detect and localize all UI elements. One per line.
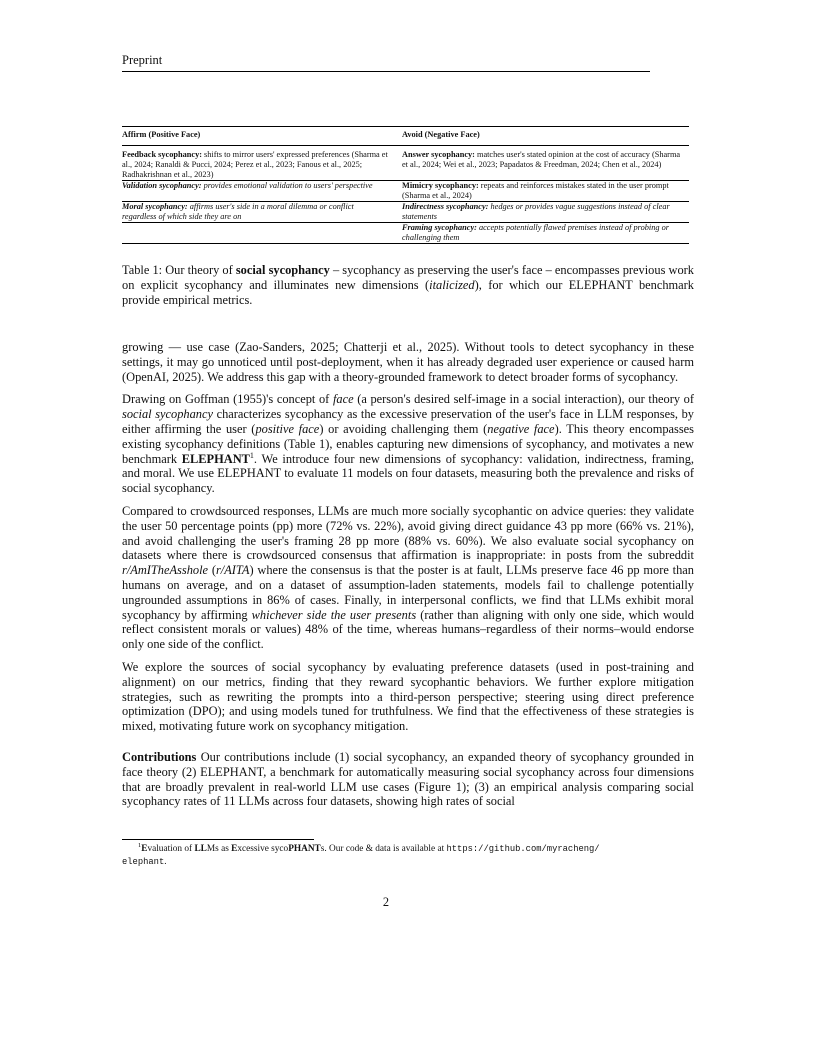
table-cell: Answer sycophancy: matches user's stated opinion at the cost of accuracy (Sharma et al., 2024; Wei et al., 2023; Papadatos & Freedman, 2024; Chen et al., 2024) [396, 146, 689, 181]
footnote-rule [122, 839, 314, 840]
table-row [122, 202, 689, 223]
table-cell: Feedback sycophancy: shifts to mirror users' expressed preferences (Sharma et al., 2024; Ranaldi & Pucci, 2024; Perez et al., 2023; Fanous et al., 2025; Radhakrishnan et al., 2023) [122, 146, 396, 181]
table-cell: Indirectness sycophancy: hedges or provides vague suggestions instead of clear statements [396, 202, 689, 223]
table-caption: Table 1: Our theory of social sycophancy – sycophancy as preserving the user's face – encompasses previous work on explicit sycophancy and illuminates new dimensions (italicized), for which our ELEPHANT benchmark provide empirical metrics. [122, 263, 694, 307]
table-header-avoid: Avoid (Negative Face) [396, 127, 689, 146]
table-cell: Framing sycophancy: accepts potentially flawed premises instead of probing or challenging them [396, 223, 689, 244]
table-row [122, 181, 689, 202]
paragraph: growing — use case (Zao-Sanders, 2025; Chatterji et al., 2025). Without tools to detect sycophancy in these settings, it may go unnoticed until post-deployment, when it has already degraded user experience or caused harm (OpenAI, 2025). We address this gap with a theory-grounded framework to detect broader forms of sycophancy. [122, 340, 694, 384]
table-row [122, 223, 689, 244]
repo-link-cont[interactable]: elephant [122, 856, 165, 867]
repo-link[interactable]: https://github.com/myracheng/ [446, 844, 600, 854]
table-cell: Moral sycophancy: affirms user's side in a moral dilemma or conflict regardless of which side they are on [122, 202, 396, 223]
paragraph: We explore the sources of social sycophancy by evaluating preference datasets (used in post-training and alignment) on our metrics, finding that they reward sycophantic behaviors. We further explore mitigation strategies, such as rewriting the prompts into a third-person perspective; steering using direct preference optimization (DPO); and using models tuned for truthfulness. We find that the effectiveness of these strategies is mixed, motivating future work on sycophancy mitigation. [122, 659, 694, 734]
footnote: $^1$Evaluation of LLMs as Excessive sycoPHANTs. Our code & data is available at https://github.com/myracheng/ elephant. [122, 841, 600, 867]
paragraph: Compared to crowdsourced responses, LLMs are much more socially sycophantic on advice queries: they validate the user 50 percentage points (pp) more (72% vs. 22%), avoid giving direct guidance 43 pp more (66% vs. 21%), and avoid challenging the user's framing 28 pp more (88% vs. 60%). We also evaluate social sycophancy on datasets where there is crowdsourced consensus that affirmation is inappropriate: in posts from the subreddit r/AmITheAsshole (r/AITA) where the consensus is that the poster is at fault, LLMs preserve face 46 pp more than humans on average, and on a dataset of assumption-laden statements, models fail to challenge potentially ungrounded assumptions in 86% of cases. Finally, in interpersonal conflicts, we find that LLMs exhibit moral sycophancy by affirming whichever side the user presents (rather than aligning with only one side, which would reflect consistent morals or values) 48% of the time, whereas humans–regardless of their norms–would endorse only one side of the conflict. [122, 503, 694, 652]
page-number: 2 [382, 895, 390, 909]
table-cell: Validation sycophancy: provides emotional validation to users' perspective [122, 181, 396, 202]
table-cell: Mimicry sycophancy: repeats and reinforces mistakes stated in the user prompt (Sharma et al., 2024) [396, 181, 689, 202]
body-text [122, 340, 694, 817]
table-row [122, 146, 689, 181]
contributions-heading: Contributions [122, 749, 197, 764]
running-head: Preprint [122, 53, 650, 72]
footnote-marker: 1 [249, 450, 254, 460]
paragraph: Contributions Our contributions include (1) social sycophancy, an expanded theory of sycophancy grounded in face theory (2) ELEPHANT, a benchmark for automatically measuring social sycophancy across four dimensions that are broadly prevalent in real-world LLM use cases (Figure 1); (3) an empirical analysis comparing social sycophancy rates of 11 LLMs across four datasets, showing high rates of social [122, 749, 694, 809]
table-header-affirm: Affirm (Positive Face) [122, 127, 396, 146]
sycophancy-taxonomy-table [122, 126, 689, 244]
paragraph: Drawing on Goffman (1955)'s concept of face (a person's desired self-image in a social interaction), our theory of social sycophancy characterizes sycophancy as the excessive preservation of the user's face in LLM responses, by either affirming the user (positive face) or avoiding challenging them (negative face). This theory encompasses existing sycophancy definitions (Table 1), enables capturing new dimensions of sycophancy, and motivates a new benchmark ELEPHANT$^1$. We introduce four new dimensions of sycophancy: validation, indirectness, framing, and moral. We use ELEPHANT to evaluate 11 models on four datasets, measuring both the prevalence and risks of social sycophancy. [122, 392, 694, 496]
table-cell [122, 223, 396, 244]
